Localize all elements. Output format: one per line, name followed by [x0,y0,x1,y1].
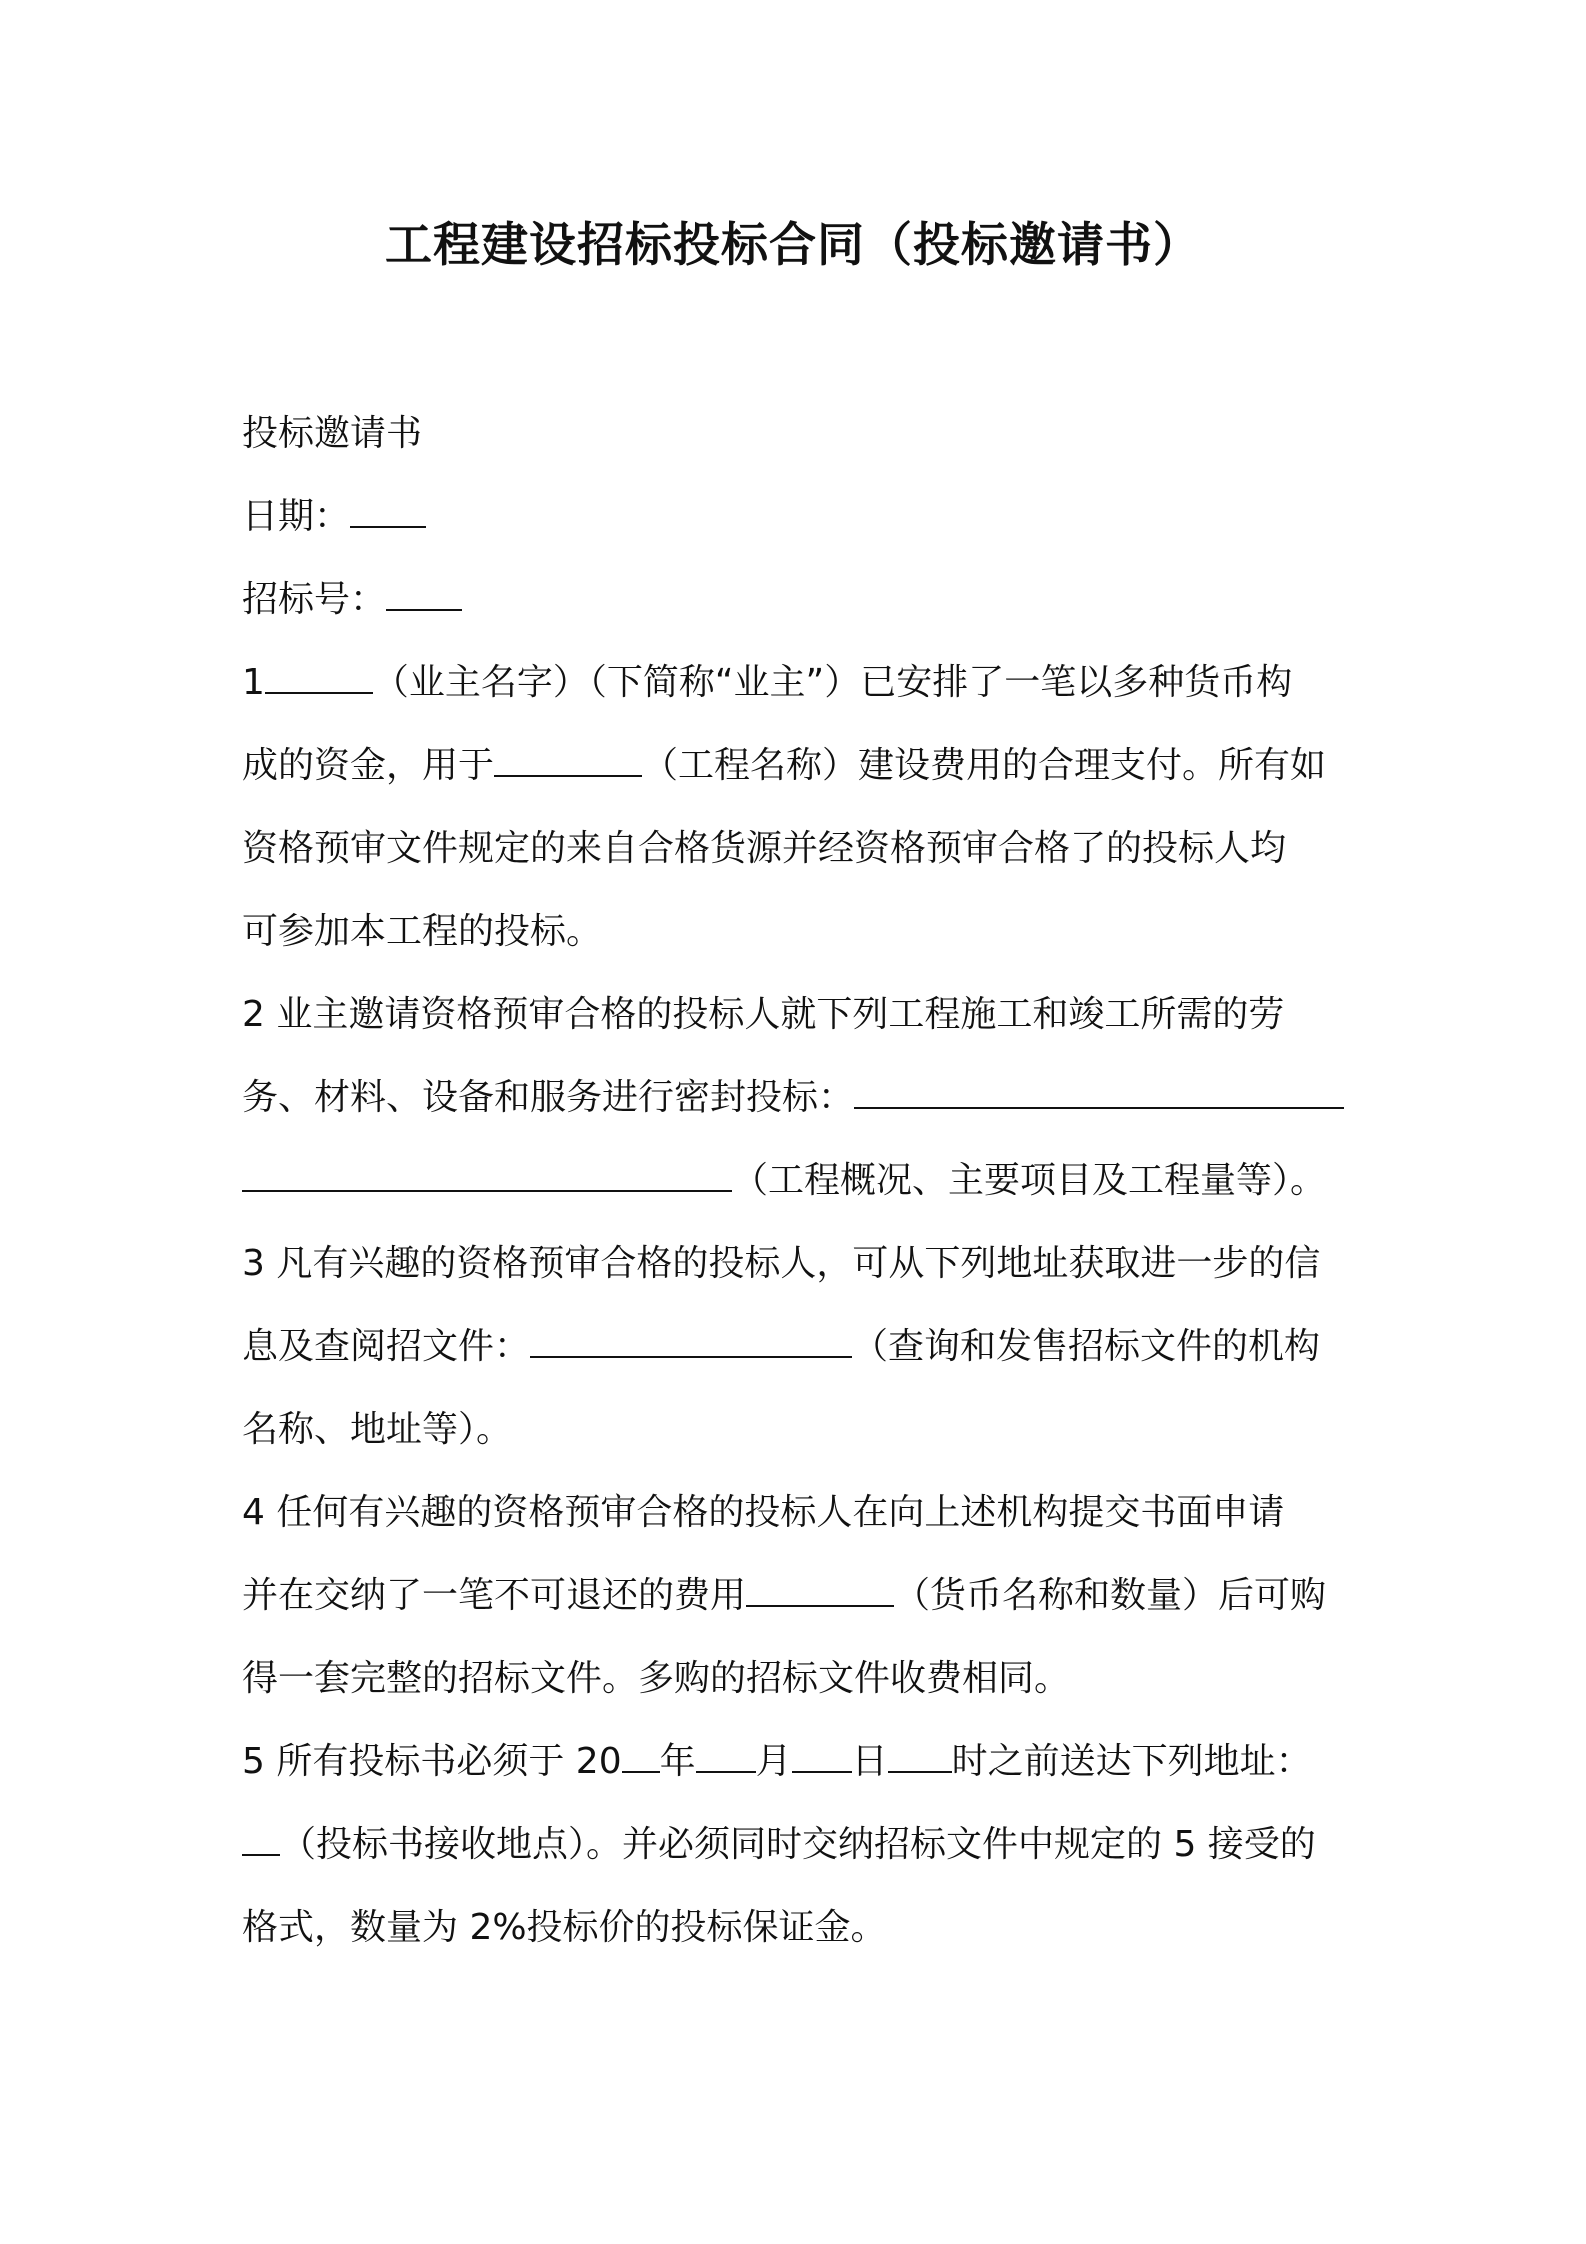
clause-3-line-1: 3 凡有兴趣的资格预审合格的投标人，可从下列地址获取进一步的信 [242,1243,1321,1284]
clause-1-text: （业主名字）（下简称“业主”）已安排了一笔以多种货币构 [372,662,1293,703]
fee-blank [746,1571,894,1607]
clause-4-text: （货币名称和数量）后可购 [894,1575,1327,1616]
date-label: 日期： [242,496,351,537]
clause-1-line-3: 资格预审文件规定的来自合格货源并经资格预审合格了的投标人均 [242,828,1287,869]
clause-1-line-4: 可参加本工程的投标。 [242,911,603,952]
clause-3-line-3: 名称、地址等）。 [242,1409,513,1450]
clause-3-text: （查询和发售招标文件的机构 [852,1326,1321,1367]
month-blank [696,1737,756,1773]
institution-blank [530,1322,852,1358]
clause-5-text: 5 所有投标书必须于 20 [242,1741,622,1782]
clause-1-line-2 [242,741,1326,791]
date-line [242,492,426,542]
clause-5-text: 日 [851,1741,888,1782]
clause-3-text: 息及查阅招文件： [242,1326,531,1367]
date-blank [350,492,426,528]
address-blank [242,1820,280,1856]
clause-4-text: 并在交纳了一笔不可退还的费用 [242,1575,747,1616]
clause-1-number: 1 [242,662,265,703]
day-blank [792,1737,852,1773]
clause-2-line-1: 2 业主邀请资格预审合格的投标人就下列工程施工和竣工所需的劳 [242,994,1285,1035]
clause-2-line-2 [242,1073,1344,1123]
document-title: 工程建设招标投标合同（投标邀请书） [385,218,1201,273]
project-overview-blank-cont [242,1156,732,1192]
clause-2-text: 务、材料、设备和服务进行密封投标： [242,1077,855,1118]
clause-1-text: （工程名称）建设费用的合理支付。所有如 [642,745,1327,786]
clause-5-line-2 [242,1820,1316,1870]
clause-4-line-3: 得一套完整的招标文件。多购的招标文件收费相同。 [242,1658,1071,1699]
tender-number-label: 招标号： [242,579,387,620]
clause-2-line-3 [242,1156,1326,1206]
project-overview-blank [854,1073,1344,1109]
clause-1-line-1 [242,658,1292,708]
owner-name-blank [265,658,373,694]
tender-number-line [242,575,462,625]
hour-blank [888,1737,952,1773]
clause-1-text: 成的资金，用于 [242,745,495,786]
clause-4-line-2 [242,1571,1326,1621]
clause-5-text: （投标书接收地点）。并必须同时交纳招标文件中规定的 5 接受的 [280,1824,1316,1865]
clause-5-line-3: 格式，数量为 2%投标价的投标保证金。 [242,1907,887,1948]
clause-5-text: 年 [659,1741,696,1782]
year-blank [622,1737,660,1773]
clause-2-text: （工程概况、主要项目及工程量等）。 [732,1160,1327,1201]
section-heading: 投标邀请书 [242,413,423,454]
clause-5-line-1 [242,1737,1312,1787]
clause-4-line-1: 4 任何有兴趣的资格预审合格的投标人在向上述机构提交书面申请 [242,1492,1285,1533]
clause-3-line-2 [242,1322,1320,1372]
tender-number-blank [386,575,462,611]
clause-5-text: 时之前送达下列地址： [951,1741,1312,1782]
clause-5-text: 月 [755,1741,792,1782]
project-name-blank [494,741,642,777]
